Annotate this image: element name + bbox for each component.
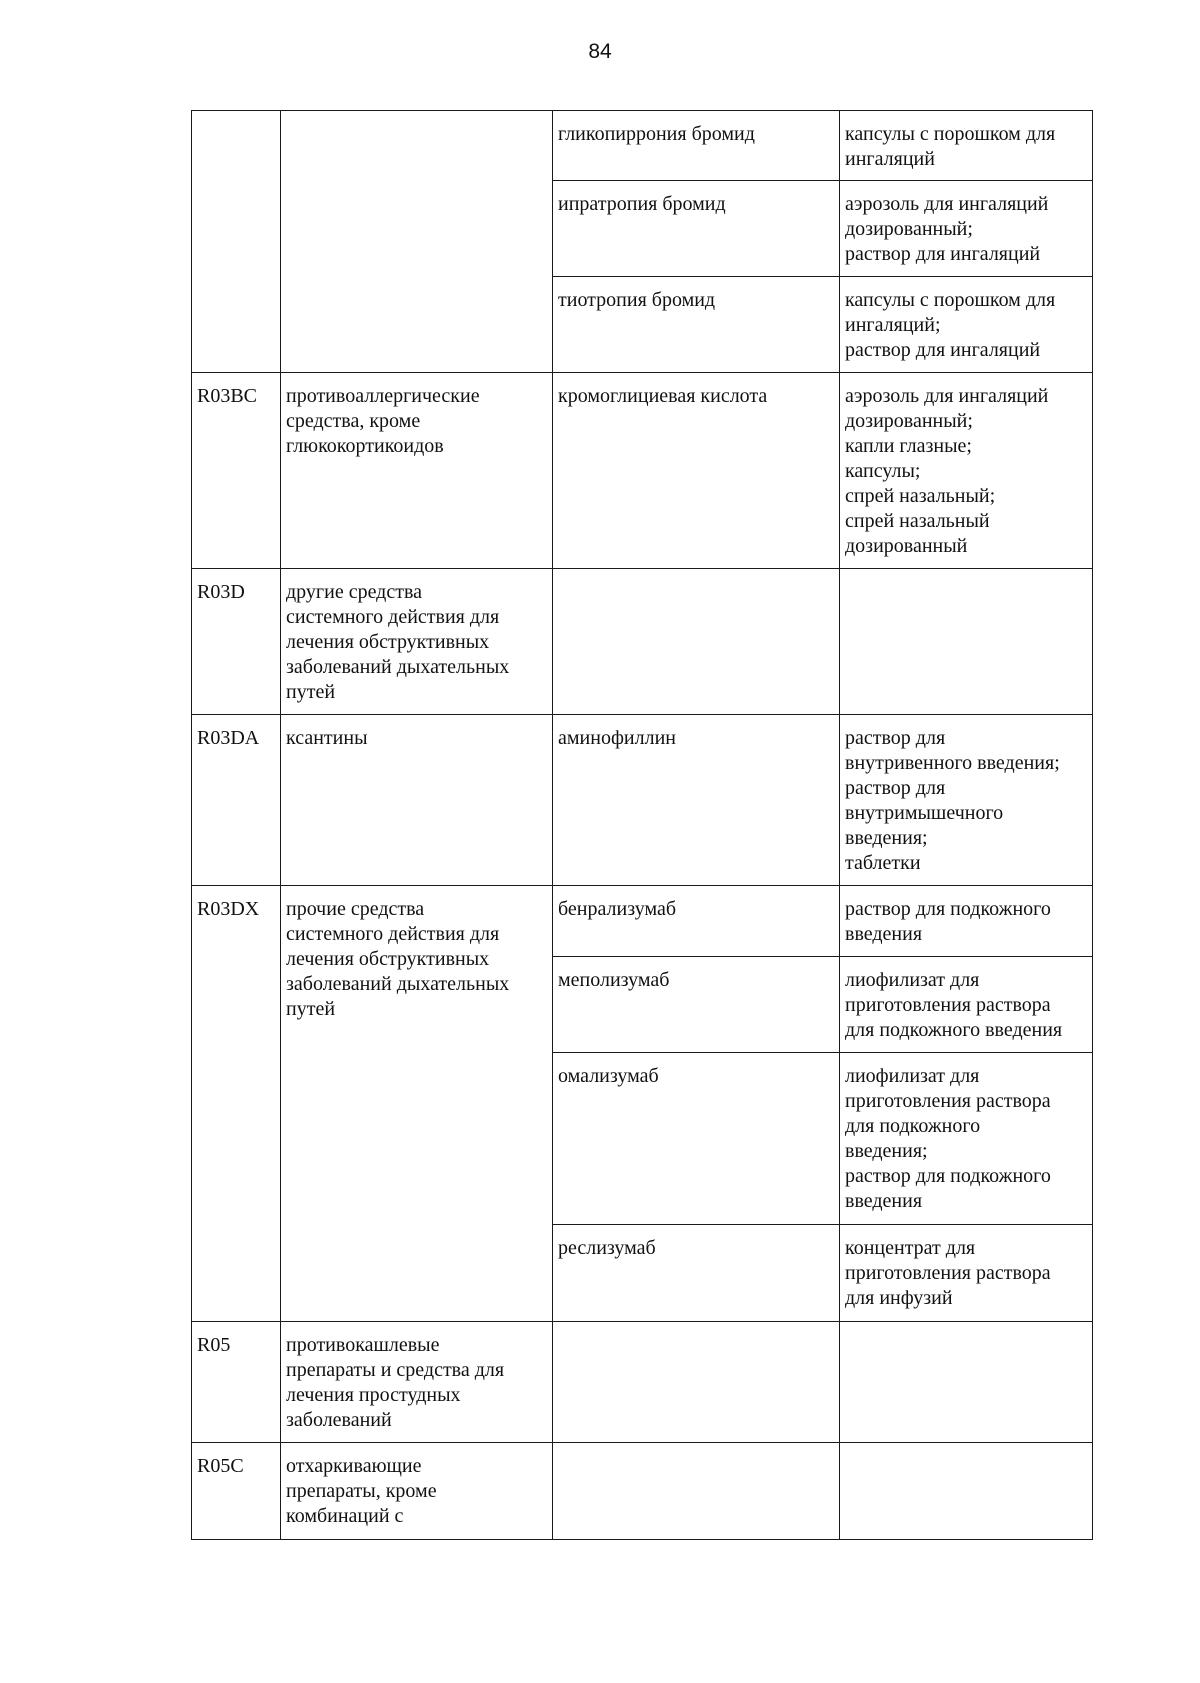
drug-name-cell: омализумаб xyxy=(553,1053,840,1225)
dosage-form-cell: капсулы с порошком для ингаляций; раствор для ингаляций xyxy=(840,277,1093,373)
dosage-form-cell: капсулы с порошком для ингаляций xyxy=(840,111,1093,181)
table-row xyxy=(192,886,1093,957)
drug-name-cell: реслизумаб xyxy=(553,1225,840,1322)
atc-code-cell: R05 xyxy=(192,1322,281,1443)
group-name-cell xyxy=(281,111,553,373)
drug-name-cell: меполизумаб xyxy=(553,957,840,1053)
atc-code-cell: R03BC xyxy=(192,373,281,569)
dosage-form-cell: раствор для внутривенного введения; раствор для внутримышечного введения; таблетки xyxy=(840,715,1093,886)
atc-code-cell: R05C xyxy=(192,1443,281,1540)
group-name-cell: ксантины xyxy=(281,715,553,886)
drug-name-cell: бенрализумаб xyxy=(553,886,840,957)
atc-code-cell: R03DX xyxy=(192,886,281,1322)
atc-code-cell: R03DA xyxy=(192,715,281,886)
dosage-form-cell: лиофилизат для приготовления раствора для подкожного введения xyxy=(840,957,1093,1053)
drug-name-cell: ипратропия бромид xyxy=(553,181,840,277)
group-name-cell: отхаркивающие препараты, кроме комбинаций с xyxy=(281,1443,553,1540)
dosage-form-cell xyxy=(840,1443,1093,1540)
dosage-form-cell: аэрозоль для ингаляций дозированный; капли глазные; капсулы; спрей назальный; спрей назальный дозированный xyxy=(840,373,1093,569)
table-row xyxy=(192,715,1093,886)
drug-name-cell: гликопиррония бромид xyxy=(553,111,840,181)
drug-name-cell xyxy=(553,1443,840,1540)
group-name-cell: прочие средства системного действия для лечения обструктивных заболеваний дыхательных путей xyxy=(281,886,553,1322)
drug-name-cell: кромоглициевая кислота xyxy=(553,373,840,569)
dosage-form-cell: лиофилизат для приготовления раствора для подкожного введения; раствор для подкожного введения xyxy=(840,1053,1093,1225)
group-name-cell: противокашлевые препараты и средства для лечения простудных заболеваний xyxy=(281,1322,553,1443)
dosage-form-cell: аэрозоль для ингаляций дозированный; раствор для ингаляций xyxy=(840,181,1093,277)
table-row xyxy=(192,1322,1093,1443)
medication-table xyxy=(191,110,1093,1540)
dosage-form-cell: концентрат для приготовления раствора для инфузий xyxy=(840,1225,1093,1322)
table-row xyxy=(192,1443,1093,1540)
drug-name-cell: тиотропия бромид xyxy=(553,277,840,373)
group-name-cell: противоаллергические средства, кроме глюкокортикоидов xyxy=(281,373,553,569)
atc-code-cell xyxy=(192,111,281,373)
drug-name-cell xyxy=(553,1322,840,1443)
dosage-form-cell xyxy=(840,569,1093,715)
page-number: 84 xyxy=(588,40,612,63)
table-row xyxy=(192,569,1093,715)
atc-code-cell: R03D xyxy=(192,569,281,715)
table-row xyxy=(192,111,1093,181)
dosage-form-cell: раствор для подкожного введения xyxy=(840,886,1093,957)
drug-name-cell xyxy=(553,569,840,715)
drug-name-cell: аминофиллин xyxy=(553,715,840,886)
table-row xyxy=(192,373,1093,569)
dosage-form-cell xyxy=(840,1322,1093,1443)
group-name-cell: другие средства системного действия для лечения обструктивных заболеваний дыхательных путей xyxy=(281,569,553,715)
